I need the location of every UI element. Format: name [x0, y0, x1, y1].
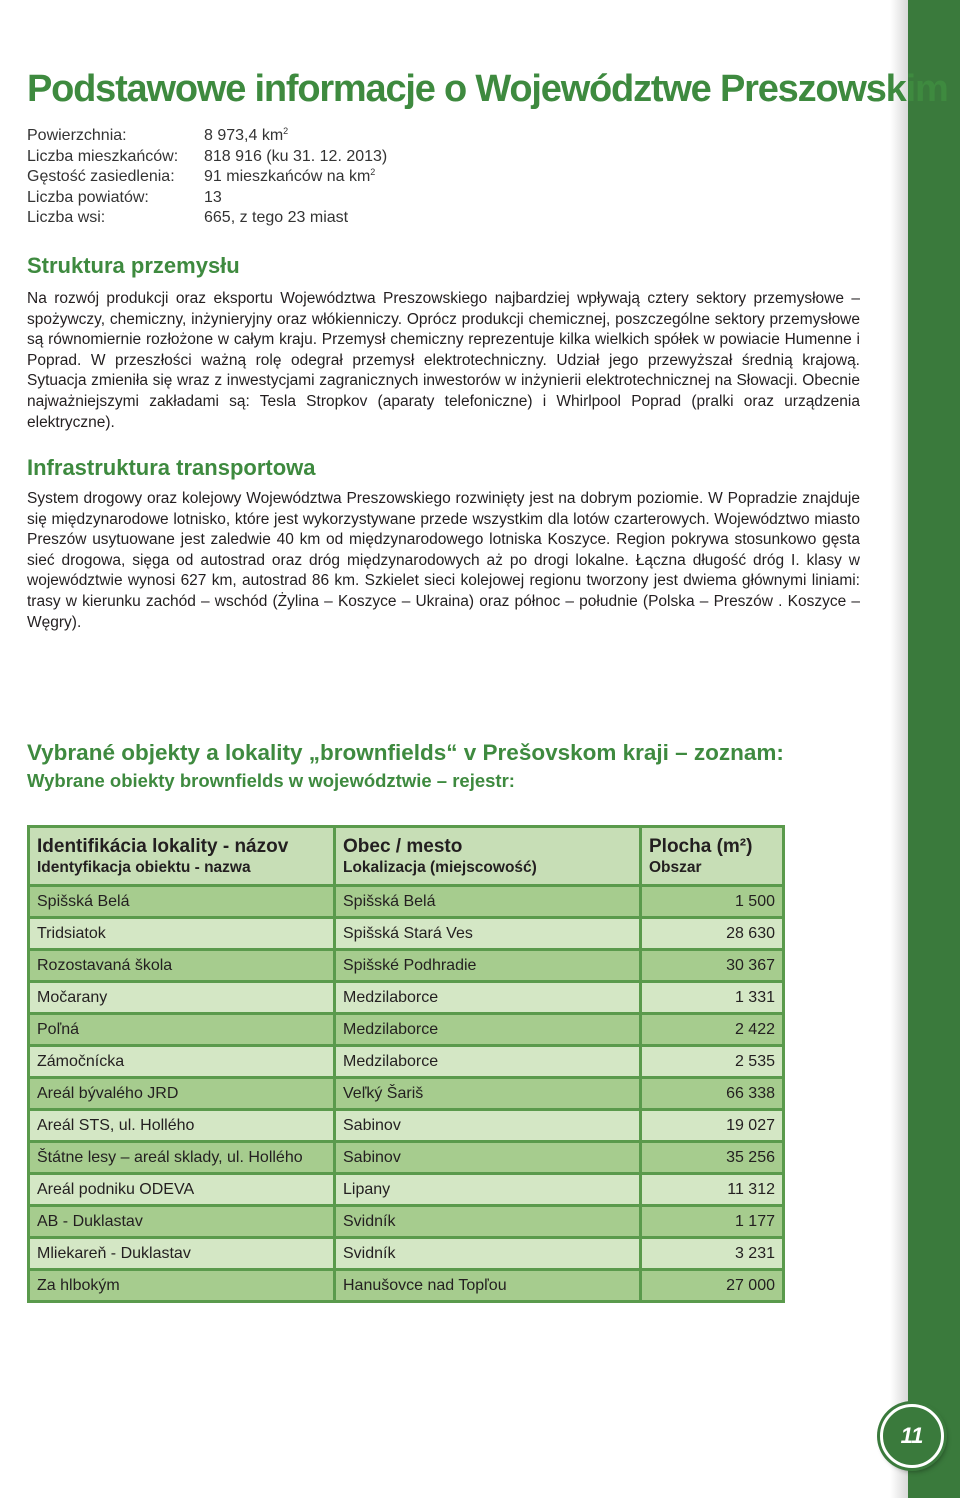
table-row: Poľná Medzilaborce 2 422: [29, 1014, 784, 1046]
table-header-row: [29, 827, 784, 886]
table-row: Areál podniku ODEVA Lipany 11 312: [29, 1174, 784, 1206]
table-row: Areál STS, ul. Hollého Sabinov 19 027: [29, 1110, 784, 1142]
table-row: Zámočnícka Medzilaborce 2 535: [29, 1046, 784, 1078]
fact-label: Liczba mieszkańców:: [27, 147, 179, 165]
fact-label: Powierzchnia:: [27, 127, 127, 144]
sidebar-shadow: [890, 0, 908, 1498]
fact-value: 8 973,4 $km^2$: [204, 126, 289, 144]
fact-label: Gęstość zasiedlenia:: [27, 168, 175, 185]
table-row: Za hlbokým Hanušovce nad Topľou 27 000: [29, 1270, 784, 1302]
transport-paragraph: System drogowy oraz kolejowy Województwa Preszowskiego rozwinięty jest na dobrym poziomie. W Popradzie znajduje się międzynarodowe lotnisko, które jest wykorzystywane przede wszystkim dla lotów czarterowych. Województwo miasto Preszów usytuowane jest zaledwie 40 km od międzynarodowego lotniska Koszyce. Region pokrywa stosunkowo gęsta sieć drogowa, sięga od autostrad oraz dróg międzynarodowych aż po drogi lokalne. Łączna długość dróg I. klasy w województwie wynosi 627 km, autostrad 86 km. Szkielet sieci kolejowej regionu tworzony jest dwiema głównymi liniami: trasy w kierunku zachód – wschód (Żylina – Koszyce – Ukraina) oraz północ – południe (Polska – Preszów . Koszyce – Węgry).: [27, 490, 860, 631]
table-row: Rozostavaná škola Spišské Podhradie 30 367: [29, 950, 784, 982]
table-row: Tridsiatok Spišská Stará Ves 28 630: [29, 918, 784, 950]
table-row: Štátne lesy – areál sklady, ul. Hollého Sabinov 35 256: [29, 1142, 784, 1174]
page-number-badge: 11: [880, 1404, 944, 1468]
table-row: Mliekareň - Duklastav Svidník 3 231: [29, 1238, 784, 1270]
fact-label: Liczba powiatów:: [27, 188, 149, 206]
brownfields-subtitle: Wybrane obiekty brownfields w województwie – rejestr:: [27, 770, 515, 791]
fact-row: [27, 188, 387, 209]
table-row: Spišská Belá Spišská Belá 1 500: [29, 886, 784, 918]
brownfields-title: Vybrané objekty a lokality „brownfields“ v Prešovskom kraji – zoznam:: [27, 740, 784, 765]
table-row: AB - Duklastav Svidník 1 177: [29, 1206, 784, 1238]
facts-list: [27, 126, 387, 229]
table-row: Močarany Medzilaborce 1 331: [29, 982, 784, 1014]
fact-label: Liczba wsi:: [27, 209, 106, 226]
fact-value: 13: [204, 188, 222, 206]
page-title: Podstawowe informacje o Województwe Preszowskim: [27, 68, 948, 110]
fact-row: [27, 126, 387, 147]
header-cell-location: Obec / mesto Lokalizacja (miejscowość): [335, 827, 641, 886]
fact-value: 91 mieszkańców na $km^2$: [204, 167, 376, 185]
industry-heading: Struktura przemysłu: [27, 253, 240, 278]
table-row: Areál bývalého JRD Veľký Šariš 66 338: [29, 1078, 784, 1110]
fact-row: [27, 167, 387, 188]
green-sidebar: [908, 0, 960, 1498]
fact-row: [27, 147, 387, 168]
fact-value: 818 916 (ku 31. 12. 2013): [204, 147, 388, 165]
header-cell-name: Identifikácia lokality - názov Identyfikacja obiektu - nazwa: [29, 827, 335, 886]
industry-paragraph: Na rozwój produkcji oraz eksportu Województwa Preszowskiego najbardziej wpływają cztery sektory przemysłowe – spożywczy, chemiczny, inżynieryjny oraz włókienniczy. Oprócz produkcji chemicznej, poszczególne sektory przemysłowe są równomiernie rozłożone w całym kraju. Przemysł chemiczny reprezentuje kilka wielkich spółek w powiacie Humenne i Poprad. W przeszłości ważną rolę odegrał przemysł elektrotechniczny. Udział jego przewyższał średnią krajową. Sytuacja zmieniła się wraz z inwestycjami zagranicznych inwestorów w inżynierii elektrotechnicznej na Słowacji. Obecnie najważniejszymi zakładami są: Tesla Stropkov (aparaty telefoniczne) i Whirlpool Poprad (pralki oraz urządzenia elektryczne).: [27, 290, 860, 431]
header-cell-area: Plocha (m²) Obszar: [641, 827, 784, 886]
fact-row: [27, 208, 387, 229]
transport-heading: Infrastruktura transportowa: [27, 455, 316, 480]
fact-value: 665, z tego 23 miast: [204, 209, 349, 226]
brownfields-table: [27, 825, 785, 1303]
